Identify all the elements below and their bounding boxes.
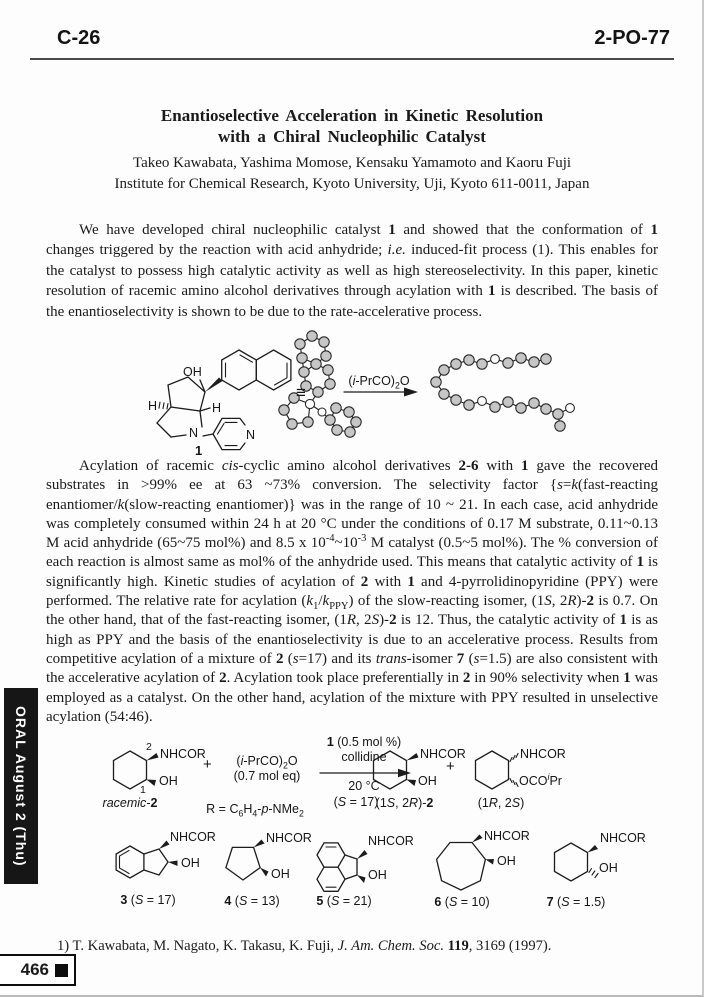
amide-label-5: NHCOR xyxy=(368,834,414,848)
anhydride-equivalents: (0.7 mol eq) xyxy=(233,769,301,783)
reaction-scheme xyxy=(0,728,704,936)
plus-sign-1: + xyxy=(203,756,212,773)
abstract-paragraph-1: We have developed chiral nucleophilic catalyst 1 and showed that the conformation of 1 changes triggered by the reaction with acid anhydride; i.e. induced-fit process (1). This enables for the catalyst to possess high catalytic activity as well as high stereoselectivity. In this paper, kinetic resolution of racemic amino alcohol derivatives through acylation with 1 is described. The basis of the enantioselectivity is shown to be due to the rate-accelerative process. xyxy=(46,222,658,320)
product-1R2S-name: (1R, 2S) xyxy=(477,796,525,810)
session-code: C-26 xyxy=(57,27,101,49)
equivalence-symbol: ≡ xyxy=(296,383,306,402)
substrate-4-structure xyxy=(226,840,269,881)
position-1-label: 1 xyxy=(140,784,146,796)
amide-label-7: NHCOR xyxy=(600,831,646,845)
hydroxyl-label: OH xyxy=(183,365,202,379)
arrow-condition-temp: 20 °C xyxy=(348,779,380,793)
catalyst-figure xyxy=(0,330,704,456)
hydroxyl-label-product1: OH xyxy=(418,774,437,788)
paper-code: 2-PO-77 xyxy=(594,27,670,49)
paper-title-line2: with a Chiral Nucleophilic Catalyst xyxy=(218,127,486,146)
amide-label-product1: NHCOR xyxy=(420,747,466,761)
session-tab xyxy=(4,688,38,884)
plus-sign-2: + xyxy=(446,758,455,775)
reference-1: 1) T. Kawabata, M. Nagato, K. Takasu, K. Fuji, J. Am. Chem. Soc. 119, 3169 (1997). xyxy=(57,938,552,954)
paper-title xyxy=(0,105,704,147)
substrate-4-label: 4 (S = 13) xyxy=(224,894,280,908)
n-label-pyridine: N xyxy=(246,428,256,442)
reaction-arrow-2 xyxy=(320,769,411,777)
racemic-2-name: racemic-2 xyxy=(102,796,158,810)
h-label-right: H xyxy=(212,401,222,415)
substrate-5-structure xyxy=(317,843,368,891)
arrow-condition-base: collidine xyxy=(341,750,387,764)
anhydride-reagent-label: $(i-PrCO)_2O$ xyxy=(348,374,410,391)
arrow-selectivity: (S = 17) xyxy=(333,795,379,809)
ball-stick-model-acylated xyxy=(431,353,575,431)
ester-label-product2: OCO$^i$Pr xyxy=(519,771,562,788)
anhydride-reagent-label-2: $(i-PrCO)_2O$ xyxy=(236,754,298,771)
substrate-3-label: 3 (S = 17) xyxy=(120,893,176,907)
product-1R2S-structure xyxy=(476,751,519,789)
substrate-7-structure xyxy=(555,843,599,881)
substrate-5-label: 5 (S = 21) xyxy=(316,894,372,908)
substrate-7-label: 7 (S = 1.5) xyxy=(546,895,606,909)
header-rule xyxy=(30,58,674,60)
page-marker-square-icon xyxy=(55,964,68,977)
hydroxyl-label-7: OH xyxy=(599,861,618,875)
racemic-2-structure xyxy=(114,751,159,789)
amide-label-3: NHCOR xyxy=(170,830,216,844)
catalyst-figure-drawing xyxy=(0,330,704,456)
substrate-3-structure xyxy=(116,841,177,879)
paper-title-line1: Enantioselective Acceleration in Kinetic Resolution xyxy=(160,106,544,125)
amide-label-6: NHCOR xyxy=(484,829,530,843)
session-tab-label: ORAL August 2 (Thu) xyxy=(13,705,29,867)
hydroxyl-label-4: OH xyxy=(271,867,290,881)
n-label-bridge: N xyxy=(189,426,199,440)
substrate-6-label: 6 (S = 10) xyxy=(434,895,490,909)
amide-label-4: NHCOR xyxy=(266,831,312,845)
h-label-left: H xyxy=(148,399,158,413)
product-1S2R-name: (1S, 2R)-2 xyxy=(375,796,434,810)
hydroxyl-label-6: OH xyxy=(497,854,516,868)
hydroxyl-label-racemic2: OH xyxy=(159,774,178,788)
hydroxyl-label-5: OH xyxy=(368,868,387,882)
position-2-label: 2 xyxy=(146,741,152,753)
page-number-box xyxy=(0,954,76,986)
catalyst-1-structure xyxy=(157,350,291,450)
amide-label-racemic2: NHCOR xyxy=(160,747,206,761)
reaction-arrow-1 xyxy=(344,388,418,397)
hydroxyl-label-3: OH xyxy=(181,856,200,870)
amide-label-product2: NHCOR xyxy=(520,747,566,761)
arrow-condition-catalyst: 1 (0.5 mol %) xyxy=(326,735,402,749)
authors: Takeo Kawabata, Yashima Momose, Kensaku Yamamoto and Kaoru Fuji xyxy=(132,155,572,171)
abstract-paragraph-2: Acylation of racemic cis-cyclic amino alcohol derivatives 2-6 with 1 gave the recovered substrates in >99% ee at 63 ~73% conversion. The selectivity factor {s=k(fast-reacting enantiomer/k(slow-reacting enantiomer)} was in the range of 10 ~ 21. In each case, acid anhydride was completely consumed within 24 h at 20 °C under the conditions of 0.17 M substrate, 0.11~0.13 M acid anhydride (65~75 mol%) and 8.5 x $10^{-4}\sim 10^{-3}$ M catalyst (0.5~5 mol%). The % conversion of each reaction is almost same as mol% of the anhydride used. This means that catalytic activity of 1 is significantly high. Kinetic studies of acylation of 2 with 1 and 4-pyrrolidinopyridine (PPY) were performed. The relative rate for acylation $(k_1/k_{PPY})$ of the slow-reacting isomer, (1S, 2R)-2 is 0.7. On the other hand, that of the fast-reacting isomer, (1R, 2S)-2 is 12. Thus, the catalytic activity of 1 is as high as PPY and the basis of the enantioselectivity is due to an accelerative process. Results from competitive acylation of a mixture of 2 (s=17) and its trans-isomer 7 (s=1.5) are also consistent with the accelerative acylation of 2. Acylation took place preferentially in 2 in 90% selectivity when 1 was employed as a catalyst. On the other hand, acylation of the mixture with PPY resulted in unselective acylation (54:46). xyxy=(46,458,659,725)
compound-1-number: 1 xyxy=(195,443,203,458)
r-group-definition: $R = C_6H_4-p-NMe_2$ xyxy=(206,802,304,819)
page-number: 466 xyxy=(20,960,49,979)
affiliation: Institute for Chemical Research, Kyoto University, Uji, Kyoto 611-0011, Japan xyxy=(114,176,590,192)
